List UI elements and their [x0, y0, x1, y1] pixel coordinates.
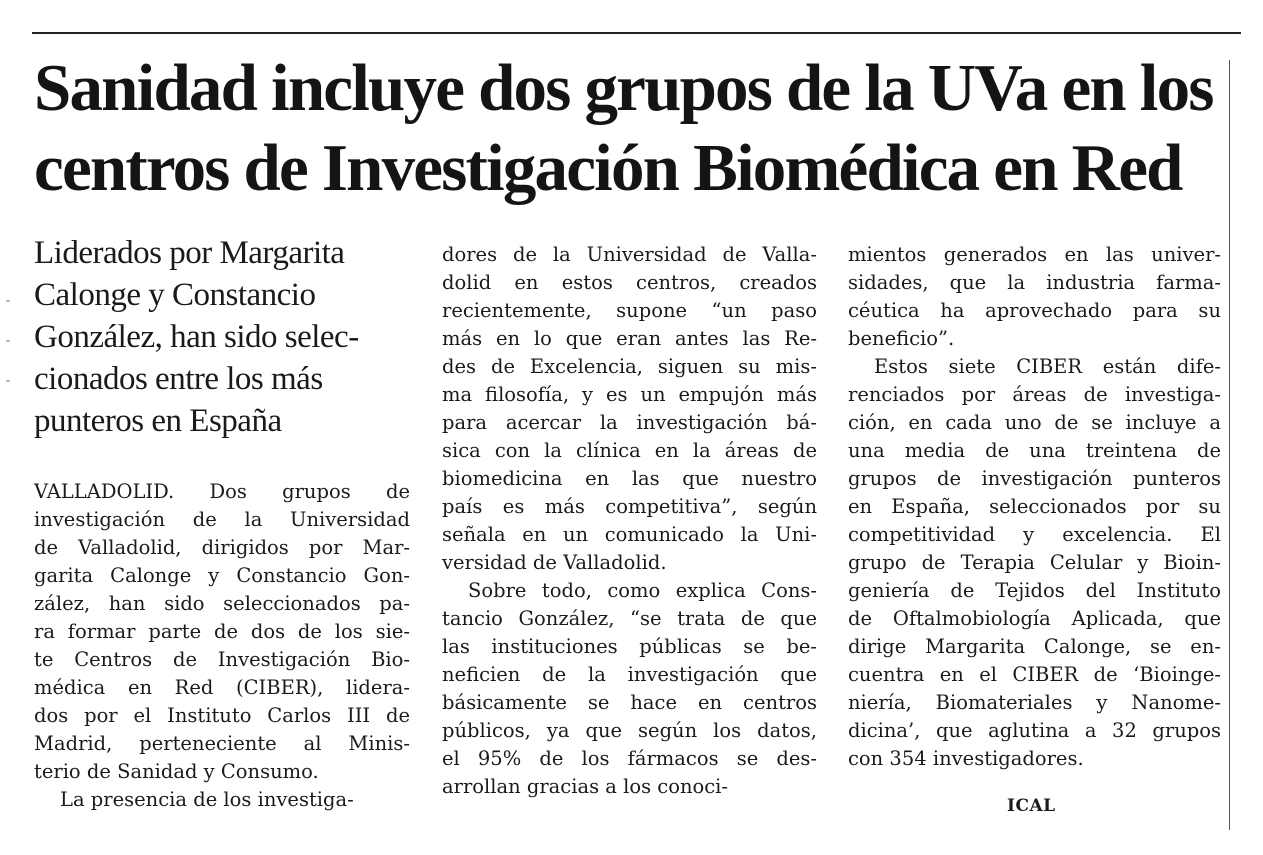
body-text-line: dos por el Instituto Carlos III de	[34, 704, 410, 727]
body-text-line: una media de una treintena de	[848, 439, 1221, 462]
subheadline-line: cionados entre los más	[34, 361, 323, 397]
body-text-line: terio de Sanidad y Consumo.	[34, 760, 319, 783]
body-text-line: tancio González, “se trata de que	[442, 607, 817, 630]
agency-signature: ICAL	[1007, 796, 1056, 816]
body-text-line: grupos de investigación punteros	[848, 467, 1221, 490]
body-text-line: para acercar la investigación bá-	[442, 411, 817, 434]
body-text-line: ción, en cada uno de se incluye a	[848, 411, 1221, 434]
body-text-line: versidad de Valladolid.	[442, 551, 667, 574]
body-text-line: competitividad y excelencia. El	[848, 523, 1221, 546]
scan-mark	[6, 300, 10, 302]
subheadline	[34, 232, 414, 442]
body-column-2	[442, 241, 817, 801]
body-text-line: Sobre todo, como explica Cons-	[468, 579, 817, 602]
body-text-line: garita Calonge y Constancio Gon-	[34, 564, 410, 587]
body-text-line: te Centros de Investigación Bio-	[34, 648, 410, 671]
body-text-line: de Oftalmobiología Aplicada, que	[848, 607, 1221, 630]
top-rule	[32, 32, 1241, 34]
body-column-3	[848, 241, 1221, 773]
body-text-line: en España, seleccionados por su	[848, 495, 1221, 518]
body-text-line: céutica ha aprovechado para su	[848, 299, 1221, 322]
body-text-line: médica en Red (CIBER), lidera-	[34, 676, 410, 699]
body-text-line: grupo de Terapia Celular y Bioin-	[848, 551, 1221, 574]
body-text-line: recientemente, supone “un paso	[442, 299, 817, 322]
body-text-line: biomedicina en las que nuestro	[442, 467, 817, 490]
body-text-line: investigación de la Universidad	[34, 508, 410, 531]
body-text-line: dicina’, que aglutina a 32 grupos	[848, 719, 1221, 742]
scan-mark	[6, 340, 10, 342]
body-text-line: neficien de la investigación que	[442, 663, 817, 686]
body-text-line: zález, han sido seleccionados pa-	[34, 592, 410, 615]
body-text-line: sidades, que la industria farma-	[848, 271, 1221, 294]
body-text-line: ma filosofía, y es un empujón más	[442, 383, 817, 406]
body-text-line: beneficio”.	[848, 327, 955, 350]
headline	[34, 48, 1224, 208]
body-text-line: arrollan gracias a los conoci-	[442, 775, 728, 798]
body-text-line: dores de la Universidad de Valla-	[442, 243, 817, 266]
headline-line: Sanidad incluye dos grupos de la UVa en los	[34, 51, 1213, 125]
body-text-line: VALLADOLID. Dos grupos de	[34, 480, 410, 503]
body-text-line: des de Excelencia, siguen su mis-	[442, 355, 817, 378]
body-text-line: ra formar parte de dos de los sie-	[34, 620, 410, 643]
body-text-line: geniería de Tejidos del Instituto	[848, 579, 1221, 602]
body-text-line: La presencia de los investiga-	[60, 788, 354, 811]
body-text-line: el 95% de los fármacos se des-	[442, 747, 817, 770]
subheadline-line: González, han sido selec-	[34, 319, 359, 355]
subheadline-line: Calonge y Constancio	[34, 277, 316, 313]
body-text-line: país es más competitiva”, según	[442, 495, 817, 518]
body-column-1	[34, 478, 410, 814]
body-text-line: sica con la clínica en la áreas de	[442, 439, 817, 462]
body-text-line: Madrid, perteneciente al Minis-	[34, 732, 410, 755]
body-text-line: más en lo que eran antes las Re-	[442, 327, 817, 350]
body-text-line: cuentra en el CIBER de ‘Bioinge-	[848, 663, 1221, 686]
body-text-line: niería, Biomateriales y Nanome-	[848, 691, 1221, 714]
column-rule-right	[1229, 60, 1230, 830]
body-text-line: dirige Margarita Calonge, se en-	[848, 635, 1221, 658]
body-text-line: mientos generados en las univer-	[848, 243, 1221, 266]
body-text-line: renciados por áreas de investiga-	[848, 383, 1221, 406]
headline-line: centros de Investigación Biomédica en Red	[34, 131, 1182, 205]
body-text-line: básicamente se hace en centros	[442, 691, 817, 714]
body-text-line: de Valladolid, dirigidos por Mar-	[34, 536, 410, 559]
body-text-line: públicos, ya que según los datos,	[442, 719, 817, 742]
body-text-line: señala en un comunicado la Uni-	[442, 523, 817, 546]
body-text-line: dolid en estos centros, creados	[442, 271, 817, 294]
body-text-line: Estos siete CIBER están dife-	[874, 355, 1221, 378]
body-text-line: las instituciones públicas se be-	[442, 635, 817, 658]
subheadline-line: Liderados por Margarita	[34, 235, 345, 271]
body-text-line: con 354 investigadores.	[848, 747, 1084, 770]
subheadline-line: punteros en España	[34, 403, 282, 439]
scan-mark	[6, 380, 10, 382]
